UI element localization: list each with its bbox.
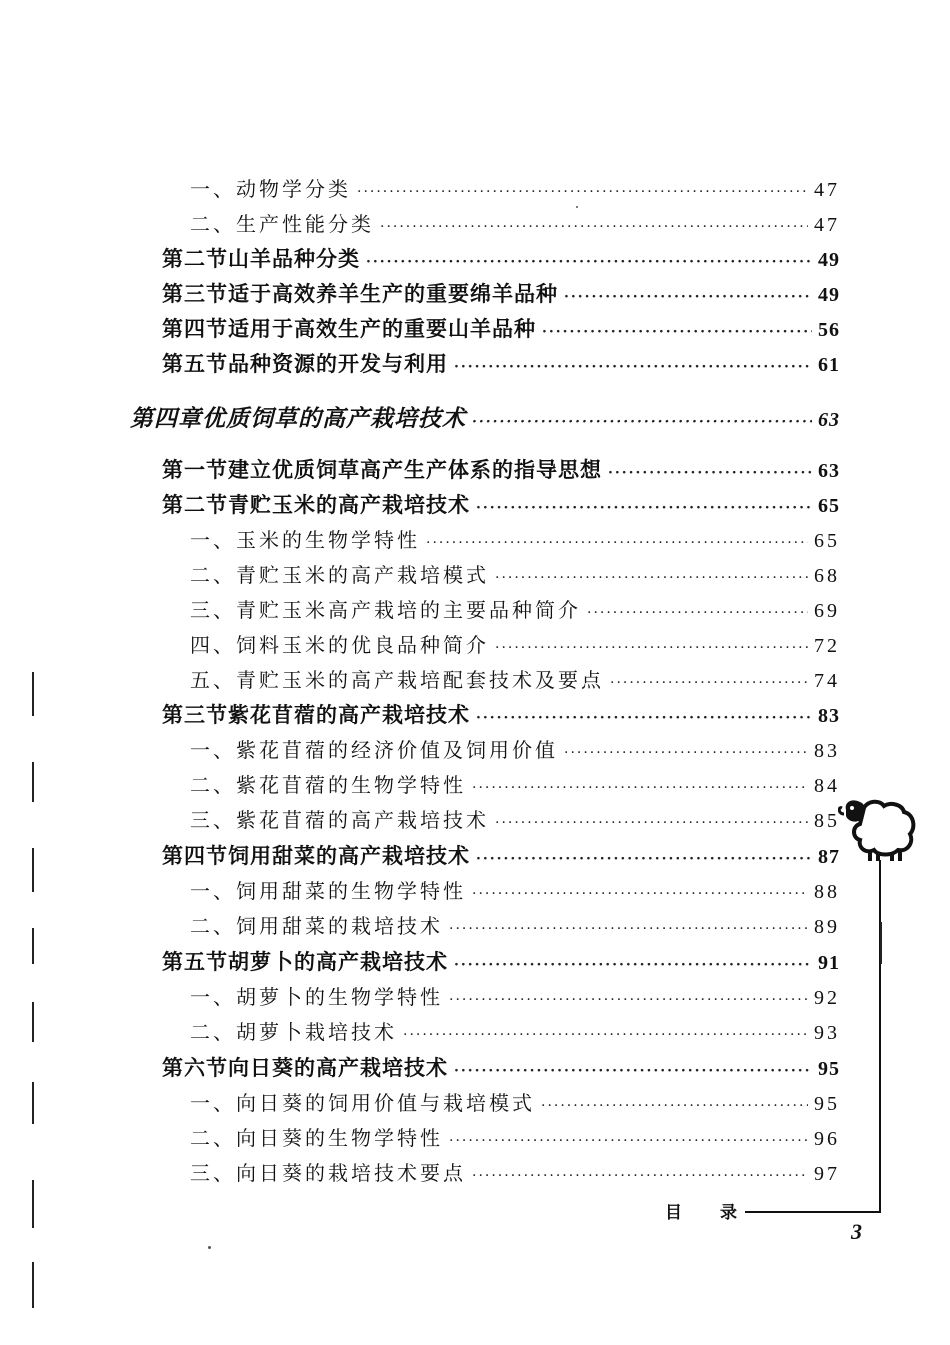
dot-leader: [542, 317, 812, 347]
dot-leader: [366, 247, 812, 277]
scan-mark: [880, 922, 882, 964]
toc-entry-title: 生产性能分类: [236, 212, 374, 236]
toc-entry[interactable]: [190, 1123, 840, 1153]
toc-entry-label: 第三节: [162, 702, 228, 727]
toc-entry-title: 向日葵的高产栽培技术: [228, 1055, 448, 1080]
toc-entry-title: 紫花苜蓿的经济价值及饲用价值: [236, 738, 558, 762]
toc-entry-title: 饲用甜菜的生物学特性: [236, 879, 466, 903]
toc-entry-title: 胡萝卜栽培技术: [236, 1020, 397, 1044]
running-title: 目录: [665, 1203, 775, 1223]
toc-entry-page: 88: [814, 881, 840, 903]
toc-entry-label: 第二节: [162, 246, 228, 271]
toc-entry-label: 第一节: [162, 457, 228, 482]
dot-leader: [564, 282, 812, 312]
toc-entry[interactable]: [190, 911, 840, 941]
toc-entry-title: 紫花苜蓿的生物学特性: [236, 773, 466, 797]
toc-entry-label: 二、: [190, 773, 236, 797]
toc-entry-page: 61: [818, 354, 840, 376]
toc-entry-page: 93: [814, 1022, 840, 1044]
toc-entry-label: 二、: [190, 212, 236, 236]
toc-entry-label: 五、: [190, 668, 236, 692]
scan-mark: [32, 1082, 34, 1124]
toc-entry-title: 饲用甜菜的栽培技术: [236, 914, 443, 938]
toc-entry-page: 68: [814, 565, 840, 587]
toc-entry-page: 92: [814, 987, 840, 1009]
toc-entry-page: 65: [818, 495, 840, 517]
toc-entry-label: 第五节: [162, 351, 228, 376]
toc-entry[interactable]: [162, 349, 840, 379]
dot-leader: [472, 773, 808, 803]
dot-leader: [495, 808, 808, 838]
toc-entry[interactable]: [190, 630, 840, 660]
dot-leader: [587, 598, 808, 628]
toc-entry-page: 69: [814, 600, 840, 622]
toc-entry-title: 向日葵的生物学特性: [236, 1126, 443, 1150]
dot-leader: [541, 1091, 808, 1121]
toc-entry[interactable]: [190, 665, 840, 695]
toc-entry-page: 47: [814, 179, 840, 201]
toc-entry-label: 第四节: [162, 316, 228, 341]
toc-entry[interactable]: [162, 279, 840, 309]
scan-mark: [32, 928, 34, 964]
toc-entry-title: 山羊品种分类: [228, 246, 360, 271]
toc-entry-page: 83: [814, 740, 840, 762]
toc-entry-title: 青贮玉米高产栽培的主要品种简介: [236, 598, 581, 622]
toc-entry-page: 85: [814, 810, 840, 832]
toc-entry-label: 二、: [190, 563, 236, 587]
dot-leader: [610, 668, 808, 698]
toc-entry-label: 第四章: [130, 405, 202, 432]
toc-entry-label: 三、: [190, 1161, 236, 1185]
toc-entry-label: 四、: [190, 633, 236, 657]
toc-entry[interactable]: [190, 982, 840, 1012]
dot-leader: [454, 1056, 812, 1086]
toc-entry[interactable]: [162, 700, 840, 730]
toc-entry-page: 89: [814, 916, 840, 938]
scan-mark: [32, 672, 34, 716]
toc-entry-label: 三、: [190, 598, 236, 622]
toc-entry[interactable]: [190, 1017, 840, 1047]
dot-leader: [454, 950, 812, 980]
toc-entry[interactable]: [190, 805, 840, 835]
toc-entry-page: 63: [818, 460, 840, 482]
toc-entry-page: 65: [814, 530, 840, 552]
margin-rule-vertical: [879, 860, 881, 1212]
toc-entry-label: 二、: [190, 914, 236, 938]
toc-entry-page: 95: [814, 1093, 840, 1115]
toc-entry[interactable]: [190, 770, 840, 800]
toc-entry-title: 玉米的生物学特性: [236, 528, 420, 552]
toc-entry-label: 一、: [190, 528, 236, 552]
toc-entry[interactable]: [190, 174, 840, 204]
toc-entry-page: 49: [818, 284, 840, 306]
toc-entry-page: 91: [818, 952, 840, 974]
toc-entry[interactable]: [162, 244, 840, 274]
scan-mark: [32, 762, 34, 802]
toc-entry[interactable]: [190, 560, 840, 590]
toc-entry-page: 63: [818, 409, 840, 431]
toc-entry-title: 紫花苜蓿的高产栽培技术: [236, 808, 489, 832]
toc-entry-title: 饲料玉米的优良品种简介: [236, 633, 489, 657]
toc-entry[interactable]: [190, 735, 840, 765]
toc-entry-title: 紫花苜蓿的高产栽培技术: [228, 702, 470, 727]
scan-mark: [32, 1002, 34, 1042]
toc-entry-title: 胡萝卜的高产栽培技术: [228, 949, 448, 974]
toc-entry-label: 一、: [190, 985, 236, 1009]
toc-entry-label: 二、: [190, 1126, 236, 1150]
toc-entry-title: 胡萝卜的生物学特性: [236, 985, 443, 1009]
toc-entry-title: 建立优质饲草高产生产体系的指导思想: [228, 457, 602, 482]
toc-entry-page: 47: [814, 214, 840, 236]
toc-entry-title: 品种资源的开发与利用: [228, 351, 448, 376]
toc-entry-label: 一、: [190, 1091, 236, 1115]
toc-entry-label: 一、: [190, 177, 236, 201]
toc-entry-page: 72: [814, 635, 840, 657]
toc-entry-title: 向日葵的栽培技术要点: [236, 1161, 466, 1185]
toc-entry-page: 56: [818, 319, 840, 341]
toc-entry[interactable]: [190, 1158, 840, 1188]
scan-mark: [32, 1262, 34, 1308]
dot-leader: [380, 212, 808, 242]
toc-entry-label: 第五节: [162, 949, 228, 974]
dot-leader: [608, 458, 812, 488]
dot-leader: [426, 528, 808, 558]
toc-entry[interactable]: [162, 314, 840, 344]
toc-entry-page: 97: [814, 1163, 840, 1185]
toc-entry-page: 84: [814, 775, 840, 797]
toc-entry-page: 95: [818, 1058, 840, 1080]
scan-mark: [32, 848, 34, 892]
dot-leader: [476, 844, 812, 874]
dot-leader: [454, 352, 812, 382]
toc-entry-label: 二、: [190, 1020, 236, 1044]
toc-entry[interactable]: [190, 1088, 840, 1118]
dot-leader: [357, 177, 808, 207]
toc-entry-title: 优质饲草的高产栽培技术: [202, 405, 466, 432]
dot-leader: [472, 407, 812, 437]
dot-leader: [449, 1126, 808, 1156]
sheep-icon: [838, 796, 918, 862]
toc-entry-page: 83: [818, 705, 840, 727]
dot-leader: [495, 563, 808, 593]
toc-entry-label: 第六节: [162, 1055, 228, 1080]
toc-entry[interactable]: [162, 947, 840, 977]
toc-entry-label: 第三节: [162, 281, 228, 306]
dot-leader: [495, 633, 808, 663]
scan-speck: [576, 206, 578, 208]
toc-entry-page: 49: [818, 249, 840, 271]
dot-leader: [564, 738, 808, 768]
toc-entry[interactable]: [162, 841, 840, 871]
toc-entry-title: 青贮玉米的高产栽培配套技术及要点: [236, 668, 604, 692]
toc-entry-title: 向日葵的饲用价值与栽培模式: [236, 1091, 535, 1115]
toc-entry-title: 动物学分类: [236, 177, 351, 201]
toc-entry-title: 青贮玉米的高产栽培模式: [236, 563, 489, 587]
toc-entry[interactable]: [190, 876, 840, 906]
toc-entry-page: 96: [814, 1128, 840, 1150]
toc-entry-title: 饲用甜菜的高产栽培技术: [228, 843, 470, 868]
toc-entry[interactable]: [190, 209, 840, 239]
toc-entry-title: 青贮玉米的高产栽培技术: [228, 492, 470, 517]
scan-speck: [208, 1246, 211, 1249]
toc-entry[interactable]: [190, 595, 840, 625]
toc-entry[interactable]: [162, 1053, 840, 1083]
toc-entry-page: 87: [818, 846, 840, 868]
dot-leader: [476, 703, 812, 733]
toc-entry[interactable]: [162, 455, 840, 485]
toc-entry[interactable]: [190, 525, 840, 555]
dot-leader: [472, 1161, 808, 1191]
toc-chapter-entry[interactable]: [130, 404, 840, 434]
toc-entry-label: 第四节: [162, 843, 228, 868]
toc-entry-label: 第二节: [162, 492, 228, 517]
dot-leader: [403, 1020, 808, 1050]
toc-entry-label: 一、: [190, 738, 236, 762]
toc-entry-page: 74: [814, 670, 840, 692]
toc-entry-title: 适于高效养羊生产的重要绵羊品种: [228, 281, 558, 306]
toc-entry-title: 适用于高效生产的重要山羊品种: [228, 316, 536, 341]
page-number: 3: [851, 1219, 862, 1244]
dot-leader: [472, 879, 808, 909]
dot-leader: [476, 493, 812, 523]
toc-entry[interactable]: [162, 490, 840, 520]
scan-mark: [32, 1180, 34, 1228]
toc-entry-label: 三、: [190, 808, 236, 832]
toc-entry-label: 一、: [190, 879, 236, 903]
dot-leader: [449, 914, 808, 944]
dot-leader: [449, 985, 808, 1015]
